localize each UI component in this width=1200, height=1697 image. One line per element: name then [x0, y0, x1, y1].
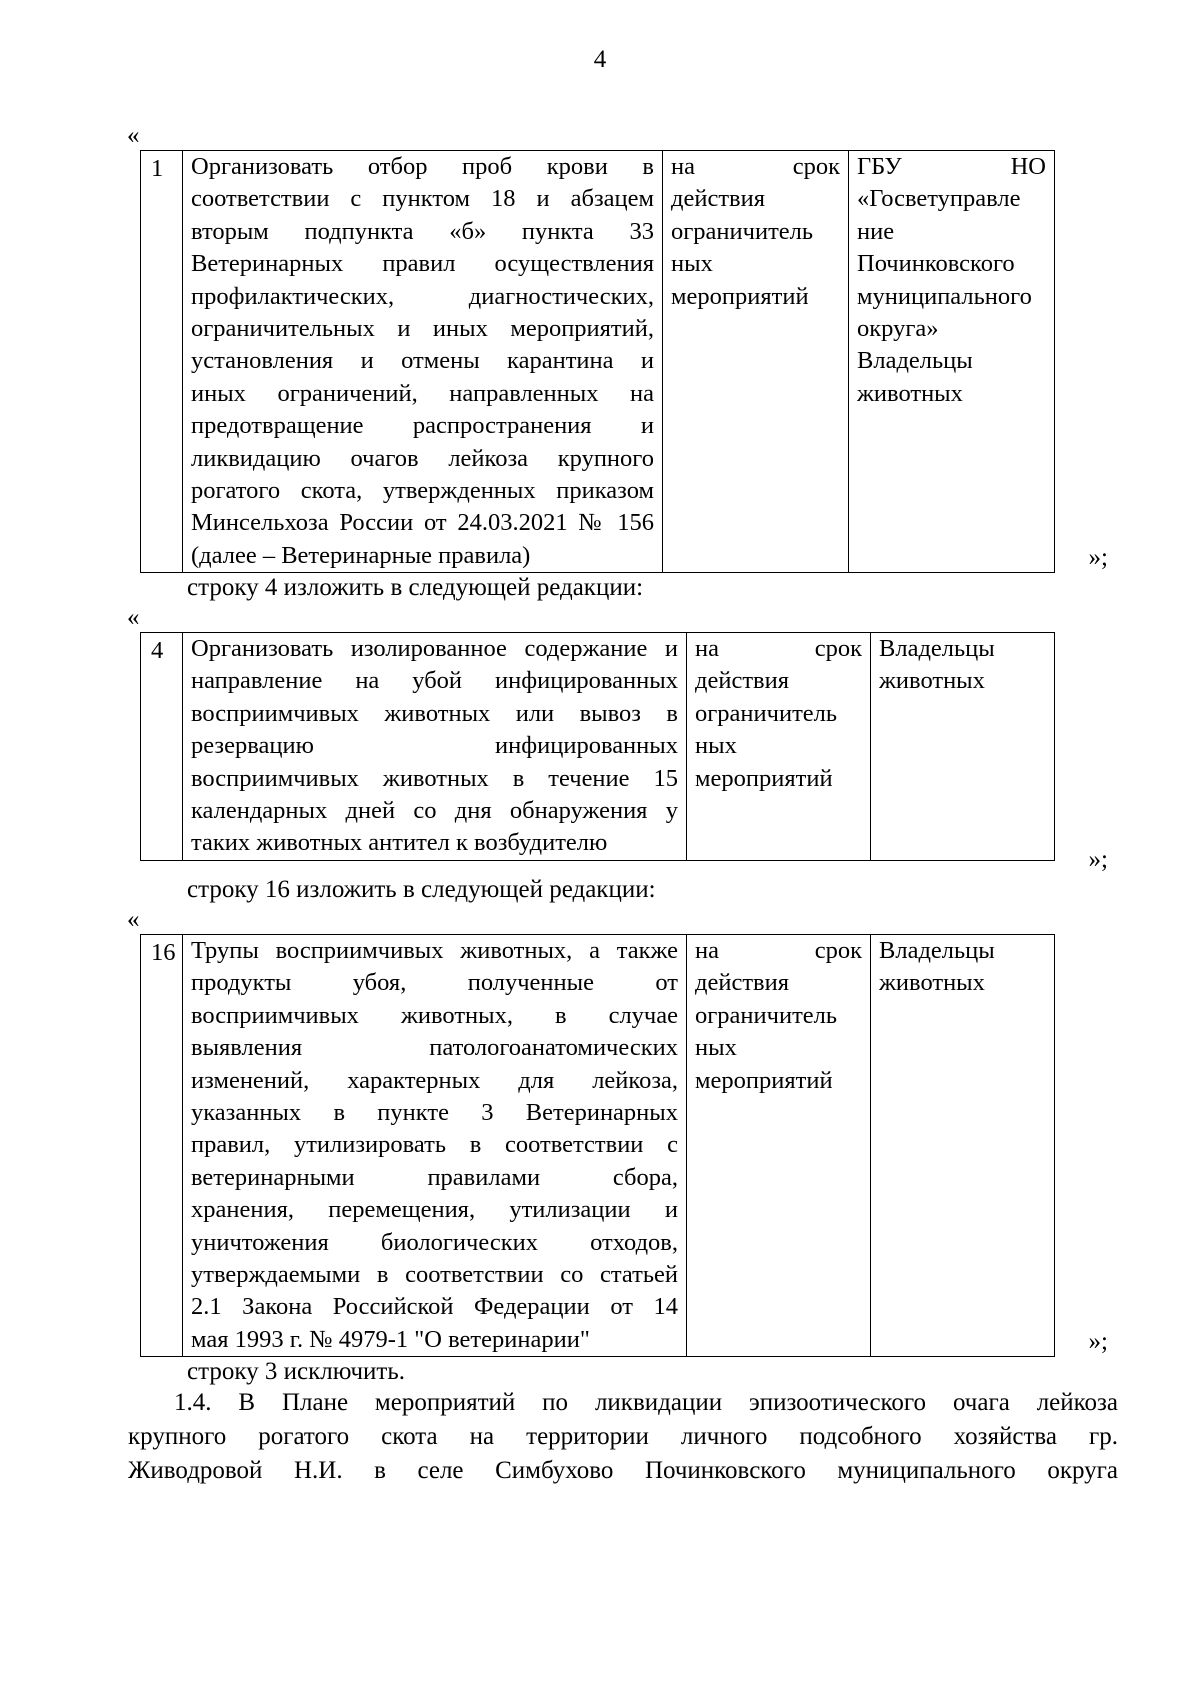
text-line: ных [695, 1034, 737, 1062]
text-line: Владельцы [879, 937, 995, 964]
text-line: действия [695, 969, 789, 997]
text-line: рогатого скота, утвержденных приказом [191, 477, 654, 505]
text-line: таких животных антител к возбудителю [191, 829, 608, 857]
text-line: на срок [671, 153, 840, 180]
action-cell [183, 935, 687, 1357]
instruction-line: строку 16 изложить в следующей редакции: [187, 876, 656, 903]
text-line: (далее – Ветеринарные правила) [191, 541, 531, 569]
responsible-cell [849, 151, 1055, 573]
text-line: ных [695, 732, 737, 760]
paragraph-1-4 [128, 1386, 1118, 1488]
text-line: Трупы восприимчивых животных, а также [191, 937, 678, 964]
row-number-cell: 4 [141, 633, 183, 861]
term-cell [663, 151, 849, 573]
paragraph-text [128, 1386, 1118, 1488]
text-line: указанных в пункте 3 Ветеринарных [191, 1099, 678, 1127]
text-line: мероприятий [695, 1066, 833, 1094]
text-line: животных [879, 667, 985, 695]
instruction-line: строку 3 исключить. [187, 1358, 405, 1385]
row-number-cell: 16 [141, 935, 183, 1357]
term-text [695, 633, 862, 795]
text-line: Починковского [857, 250, 1015, 278]
action-cell [183, 633, 687, 861]
text-line: изменений, характерных для лейкоза, [191, 1066, 678, 1094]
text-line: предотвращение распространения и [191, 412, 654, 440]
table-row [141, 935, 1055, 1357]
text-line: ние [857, 217, 895, 245]
text-line: Организовать отбор проб крови в [191, 153, 654, 180]
text-line: ограничитель [695, 699, 838, 727]
closing-quote: »; [1088, 544, 1108, 571]
responsible-text [879, 633, 1046, 698]
text-line: хранения, перемещения, утилизации и [191, 1196, 678, 1224]
text-line: животных [879, 969, 985, 997]
text-line: восприимчивых животных в течение 15 [191, 764, 678, 792]
text-line: Владельцы [857, 347, 973, 375]
text-line: мероприятий [671, 282, 809, 310]
text-line: резервацию инфицированных [191, 732, 678, 760]
text-line: ных [671, 250, 713, 278]
closing-quote: »; [1088, 1328, 1108, 1355]
responsible-cell [871, 935, 1055, 1357]
term-text [695, 935, 862, 1097]
text-line: установления и отмены карантина и [191, 347, 654, 375]
text-line: уничтожения биологических отходов, [191, 1228, 678, 1256]
amendment-table-row-16 [140, 934, 1055, 1357]
text-line: животных [857, 379, 963, 407]
text-line: на срок [695, 635, 862, 662]
text-line: правил, утилизировать в соответствии с [191, 1131, 678, 1159]
text-line: Организовать изолированное содержание и [191, 635, 678, 662]
text-line: Живодровой Н.И. в селе Симбухово Починковского муниципального округа [128, 1457, 1118, 1484]
text-line: мая 1993 г. № 4979-1 "О ветеринарии" [191, 1325, 590, 1353]
text-line: выявления патологоанатомических [191, 1034, 678, 1062]
term-cell [687, 633, 871, 861]
text-line: ограничитель [695, 1001, 838, 1029]
table-row [141, 633, 1055, 861]
term-cell [687, 935, 871, 1357]
closing-quote: »; [1088, 846, 1108, 873]
text-line: восприимчивых животных или вывоз в [191, 699, 678, 727]
instruction-line: строку 4 изложить в следующей редакции: [187, 574, 644, 601]
opening-quote: « [127, 604, 140, 631]
text-line: профилактических, диагностических, [191, 282, 654, 310]
text-line: направление на убой инфицированных [191, 667, 678, 695]
text-line: ограничитель [671, 217, 814, 245]
text-line: вторым подпункта «б» пункта 33 [191, 217, 654, 245]
text-line: крупного рогатого скота на территории личного подсобного хозяйства гр. [128, 1423, 1118, 1450]
text-line: иных ограничений, направленных на [191, 379, 654, 407]
text-line: восприимчивых животных, в случае [191, 1001, 678, 1029]
text-line: соответствии с пунктом 18 и абзацем [191, 185, 654, 213]
text-line: ограничительных и иных мероприятий, [191, 315, 654, 343]
page-number: 4 [593, 46, 607, 73]
responsible-text [879, 935, 1046, 1000]
action-text [191, 633, 678, 860]
opening-quote: « [127, 122, 140, 149]
amendment-table-row-4 [140, 632, 1055, 861]
term-text [671, 151, 840, 313]
text-line: продукты убоя, полученные от [191, 969, 678, 997]
text-line: Ветеринарных правил осуществления [191, 250, 654, 278]
text-line: 1.4. В Плане мероприятий по ликвидации эпизоотического очага лейкоза [174, 1389, 1118, 1416]
amendment-table-row-1 [140, 150, 1055, 573]
responsible-text [857, 151, 1046, 410]
text-line: календарных дней со дня обнаружения у [191, 797, 678, 825]
text-line: Владельцы [879, 635, 995, 662]
text-line: ликвидацию очагов лейкоза крупного [191, 444, 654, 472]
text-line: муниципального [857, 282, 1032, 310]
text-line: ГБУ НО [857, 153, 1046, 180]
text-line: ветеринарными правилами сбора, [191, 1163, 678, 1191]
text-line: Минсельхоза России от 24.03.2021 № 156 [191, 509, 654, 537]
table-row [141, 151, 1055, 573]
action-text [191, 151, 654, 572]
opening-quote: « [127, 906, 140, 933]
action-cell [183, 151, 663, 573]
text-line: мероприятий [695, 764, 833, 792]
text-line: 2.1 Закона Российской Федерации от 14 [191, 1293, 678, 1321]
text-line: утверждаемыми в соответствии со статьей [191, 1261, 678, 1289]
text-line: «Госветуправле [857, 185, 1021, 213]
row-number-cell: 1 [141, 151, 183, 573]
responsible-cell [871, 633, 1055, 861]
text-line: действия [695, 667, 789, 695]
text-line: на срок [695, 937, 862, 964]
action-text [191, 935, 678, 1356]
text-line: действия [671, 185, 765, 213]
text-line: округа» [857, 315, 939, 343]
